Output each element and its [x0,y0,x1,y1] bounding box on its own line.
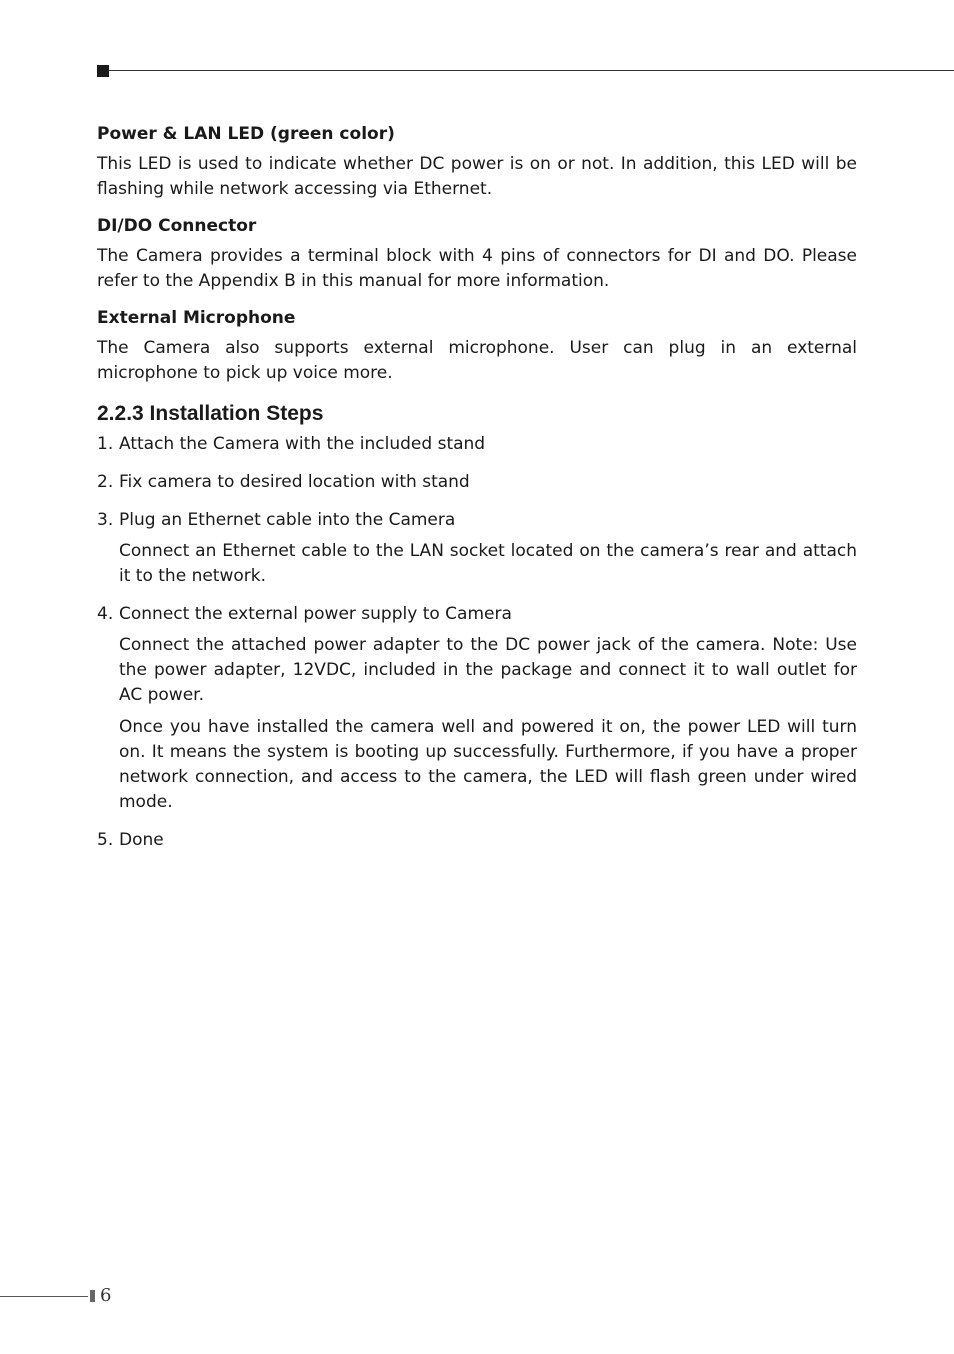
section-body-power-led: This LED is used to indicate whether DC power is on or not. In addition, this LED will be flashing while network accessing via Ethernet. [97,154,857,199]
header-square-marker [97,65,109,77]
step-text: Done [119,830,164,850]
section-body-dido: The Camera provides a terminal block with 4 pins of connectors for DI and DO. Please refer to the Appendix B in this manual for more information. [97,246,857,291]
step-detail: Once you have installed the camera well and powered it on, the power LED will turn on. It means the system is booting up successfully. Furthermore, if you have a proper network connection, and access to the camera, the LED will flash green under wired mode. [119,717,857,812]
footer-line [0,1296,88,1297]
footer-bar-marker [90,1290,95,1302]
page-content [97,122,857,866]
step-2 [97,470,857,495]
header-line [109,70,954,71]
step-text: Plug an Ethernet cable into the Camera [119,510,456,530]
step-1 [97,432,857,457]
section-body-microphone: The Camera also supports external microphone. User can plug in an external microphone to pick up voice more. [97,338,857,383]
installation-title: 2.2.3 Installation Steps [97,402,324,425]
step-5 [97,828,857,853]
step-text: Fix camera to desired location with stand [119,472,470,492]
step-4 [97,602,857,815]
step-number: 1. [97,434,114,454]
step-3 [97,508,857,589]
header-rule [97,65,954,77]
step-detail: Connect an Ethernet cable to the LAN socket located on the camera’s rear and attach it to the network. [119,541,857,586]
step-number: 2. [97,472,114,492]
step-number: 3. [97,510,114,530]
page-footer [0,1284,200,1308]
section-heading-microphone: External Microphone [97,308,296,328]
step-text: Connect the external power supply to Camera [119,604,512,624]
step-number: 4. [97,604,114,624]
step-text: Attach the Camera with the included stand [119,434,486,454]
section-heading-dido: DI/DO Connector [97,216,257,236]
page-number: 6 [100,1285,112,1306]
step-number: 5. [97,830,114,850]
step-detail: Connect the attached power adapter to the DC power jack of the camera. Note: Use the power adapter, 12VDC, included in the package and connect it to wall outlet for AC power. [119,635,857,705]
section-heading-power-led: Power & LAN LED (green color) [97,124,395,144]
